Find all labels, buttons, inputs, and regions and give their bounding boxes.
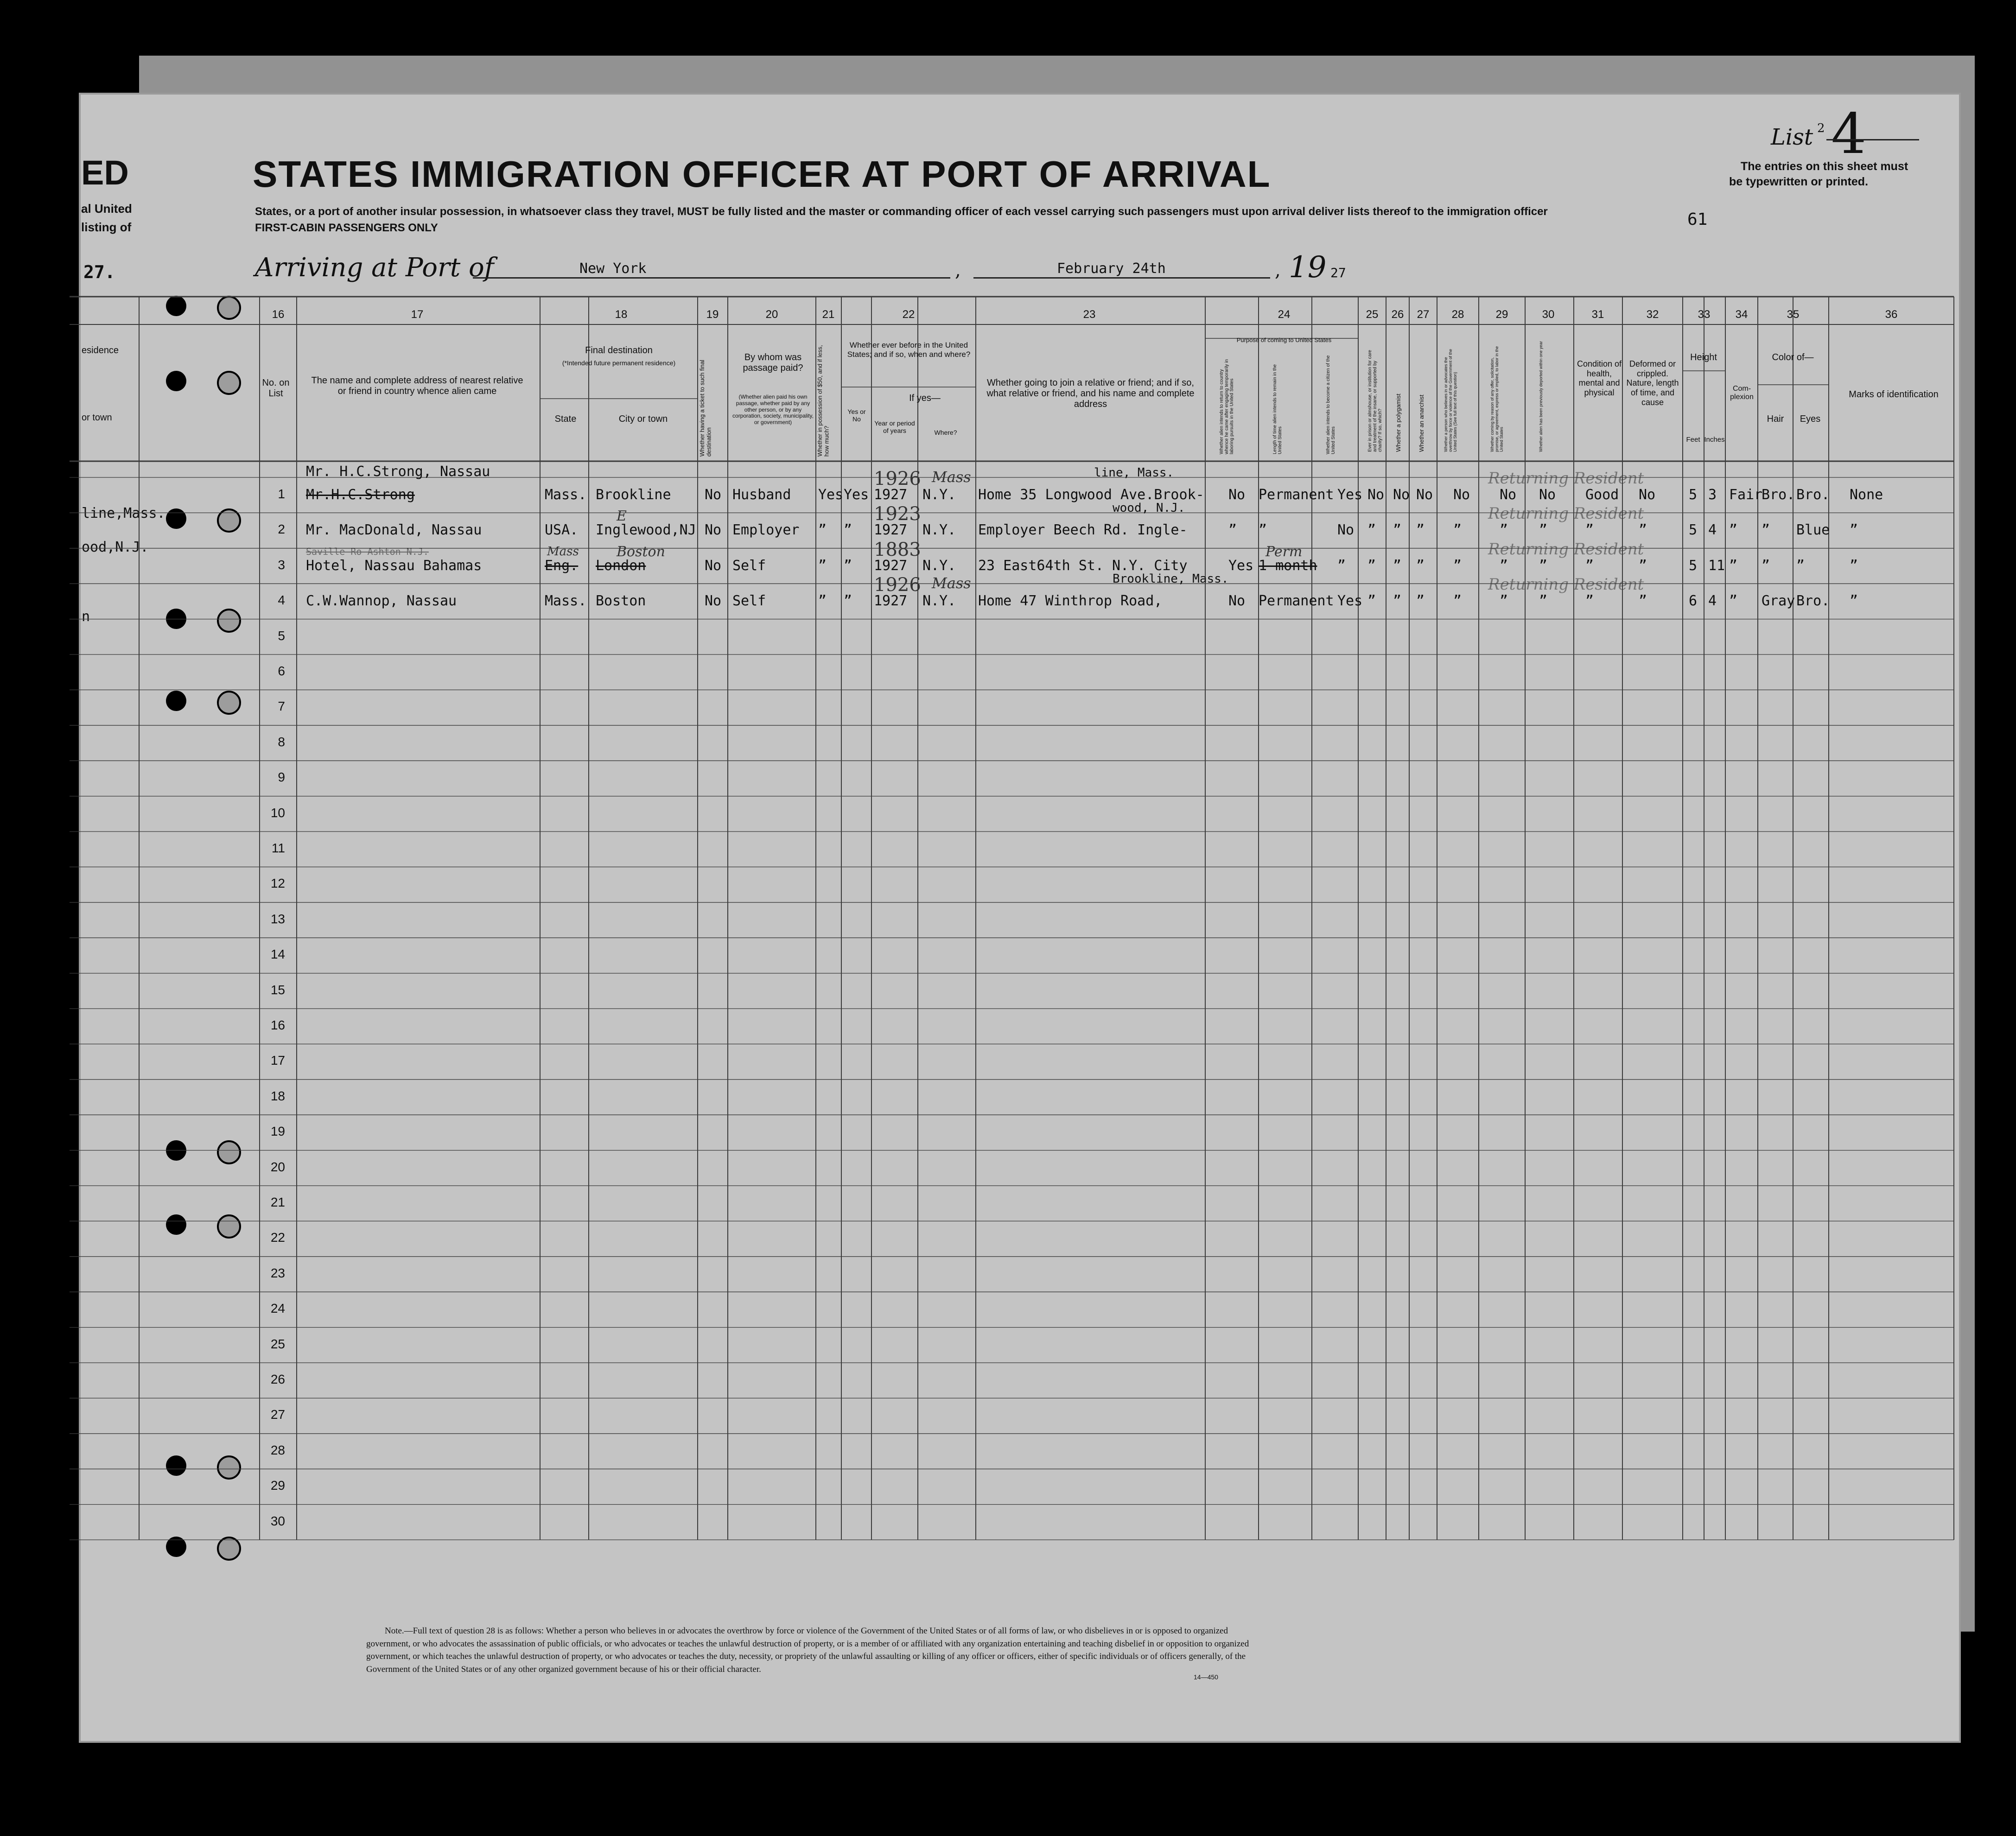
row-number: 1 xyxy=(278,487,285,501)
overthrow-value: ” xyxy=(1453,593,1462,610)
header-contract-labor: Whether coming by reason of any offer, solicitation, promise, or agreement, express or implied, to labor in the United States xyxy=(1490,346,1504,452)
page-title: STATES IMMIGRATION OFFICER AT PORT OF ARRIVAL xyxy=(253,153,1271,195)
row-number: 7 xyxy=(278,699,285,714)
row-number: 21 xyxy=(270,1195,285,1209)
length-of-stay-value: 1 month xyxy=(1259,557,1317,574)
header-overthrow: Whether a person who believes in or advocates the overthrow by force or violence of the Government of the United States (See full text of this question) xyxy=(1444,349,1457,452)
height-inches-value: 3 xyxy=(1708,487,1717,503)
year-handwritten: 1926 xyxy=(874,468,921,489)
paid-by-value: Employer xyxy=(732,522,800,539)
arriving-label: Arriving at Port of xyxy=(255,253,494,283)
prison-value: No xyxy=(1367,487,1385,503)
length-of-stay-value: Permanent xyxy=(1259,487,1334,503)
length-of-stay-value: Permanent xyxy=(1259,593,1334,610)
handwritten-note: Returning Resident xyxy=(1488,504,1644,523)
marks-value: None xyxy=(1850,487,1883,503)
destination-city: Brookline xyxy=(596,487,671,503)
destination-city-handwritten: E xyxy=(617,508,627,525)
header-health: Condition of health, mental and physical xyxy=(1577,359,1622,398)
left-row1: line,Mass. xyxy=(82,505,165,521)
prison-value: ” xyxy=(1367,557,1376,574)
footer-note: Note.—Full text of question 28 is as follows: Whether a person who believes in or advocates the overthrow by force or violence of the Government of the United States or of all forms of law, or who disbelieves in or is opposed to organized government, or who advocates the assassination of public officials, or who advocates or teaches the unlawful destruction of property, or is a member of or affiliated with any organization entertaining and teaching disbelief in or opposition to organized government, or which teaches the unlawful destruction of property, or who advocates or teaches the duty, necessity, or propriety of the unlawful assaulting or killing of any officer or officers, either of specific individuals or of officers generally, of the Government of the United States or of any other organized government because of his or their official character. xyxy=(366,1626,1249,1674)
form-number: 14—450 xyxy=(1194,1673,1218,1681)
row-number: 25 xyxy=(270,1336,285,1351)
column-number: 23 xyxy=(1083,308,1096,321)
column-number: 20 xyxy=(765,308,778,321)
header-height: Height xyxy=(1690,352,1717,362)
header-yes-no: Yes or No xyxy=(847,408,866,423)
destination-state: Eng. xyxy=(545,557,579,574)
row-number: 17 xyxy=(270,1053,285,1068)
join-address: Employer Beech Rd. Ingle- xyxy=(978,522,1188,539)
list-label: List xyxy=(1771,124,1813,150)
relative-struck-text: Mr.H.C.Strong xyxy=(306,487,415,503)
height-inches-value: 11 xyxy=(1708,557,1725,574)
year-value: 1927 xyxy=(874,487,908,503)
row-number: 2 xyxy=(278,522,285,537)
row-number: 30 xyxy=(270,1513,285,1528)
deformed-value: ” xyxy=(1639,522,1647,539)
row-number: 24 xyxy=(270,1301,285,1316)
fifty-dollars-value: ” xyxy=(818,557,827,574)
join-address: 23 East64th St. N.Y. City xyxy=(978,557,1188,574)
fifty-dollars-value: ” xyxy=(818,593,827,610)
prison-value: ” xyxy=(1367,522,1376,539)
height-feet-value: 5 xyxy=(1689,522,1698,539)
left-town-header: or town xyxy=(82,413,112,423)
destination-city: London xyxy=(596,557,646,574)
row-number: 28 xyxy=(270,1442,285,1457)
health-value: ” xyxy=(1585,593,1594,610)
column-number: 24 xyxy=(1278,308,1291,321)
row-number: 6 xyxy=(278,664,285,678)
destination-state-handwritten: Mass xyxy=(547,544,579,559)
polygamist-value: ” xyxy=(1393,593,1402,610)
column-number: 30 xyxy=(1542,308,1555,321)
eye-color-value: Bro. xyxy=(1796,593,1830,610)
citizen-intent-value: Yes xyxy=(1337,593,1363,610)
anarchist-value: No xyxy=(1416,487,1433,503)
row-number: 22 xyxy=(270,1230,285,1245)
header-city: City or town xyxy=(618,414,668,424)
column-number: 19 xyxy=(706,308,719,321)
deported-value: ” xyxy=(1539,593,1548,610)
header-anarchist: Whether an anarchist xyxy=(1418,394,1425,452)
date-value: February 24th xyxy=(1057,260,1166,277)
header-final-destination: Final destination xyxy=(585,345,653,356)
before-in-us-value: ” xyxy=(844,593,852,610)
height-feet-value: 5 xyxy=(1689,557,1698,574)
header-complexion: Com- plexion xyxy=(1730,385,1754,401)
left-residence-header: esidence xyxy=(82,345,119,356)
year-value: 1927 xyxy=(874,593,908,610)
before-in-us-value: ” xyxy=(844,557,852,574)
row-number: 5 xyxy=(278,628,285,643)
relative-struck-text: Saville Ro Ashton N.J. xyxy=(306,546,429,557)
row-number: 4 xyxy=(278,593,285,608)
header-prison: Ever in prison or almshouse, or institution for care and treatment of the insane, or supported by charity? If so, which? xyxy=(1367,349,1383,452)
citizen-intent-value: Yes xyxy=(1337,487,1363,503)
row-number: 16 xyxy=(270,1018,285,1032)
row-number: 19 xyxy=(270,1124,285,1139)
year-handwritten: 1926 xyxy=(874,574,921,596)
where-value: N.Y. xyxy=(922,593,956,610)
join-address: Home 47 Winthrop Road, xyxy=(978,593,1163,610)
header-final-destination-sub: (*Intended future permanent residence) xyxy=(562,359,676,367)
destination-state: USA. xyxy=(545,522,579,539)
header-color-of: Color of— xyxy=(1772,352,1814,362)
complexion-value: ” xyxy=(1729,593,1738,610)
paid-by-value: Husband xyxy=(732,487,791,503)
row-number: 8 xyxy=(278,734,285,749)
header-before-in-us: Whether ever before in the United States; and if so, when and where? xyxy=(847,341,971,359)
header-polygamist: Whether a polygamist xyxy=(1395,394,1402,452)
header-relative: The name and complete address of nearest relative or friend in country whence alien came xyxy=(311,375,523,396)
sheet-number: 61 xyxy=(1687,210,1708,229)
overthrow-value: No xyxy=(1453,487,1470,503)
polygamist-value: ” xyxy=(1393,557,1402,574)
year-handwritten: 1883 xyxy=(874,539,921,560)
header-year-period: Year or period of years xyxy=(874,419,915,435)
column-number: 27 xyxy=(1417,308,1430,321)
header-length-of-stay: Length of time alien intends to remain in the United States xyxy=(1272,364,1283,454)
row-number: 27 xyxy=(270,1407,285,1422)
year-value: 1927 xyxy=(874,557,908,574)
row-number: 9 xyxy=(278,770,285,785)
join-address: Home 35 Longwood Ave.Brook- xyxy=(978,487,1204,503)
left-fragment-line3: listing of xyxy=(81,220,132,234)
column-number: 25 xyxy=(1366,308,1379,321)
anarchist-value: ” xyxy=(1416,593,1425,610)
header-deported: Whether alien has been previously deported within one year xyxy=(1539,341,1543,452)
destination-city-handwritten: Boston xyxy=(617,543,665,560)
relative-name: Hotel, Nassau Bahamas xyxy=(306,557,482,574)
hair-color-value: ” xyxy=(1762,522,1770,539)
header-ticket: Whether having a ticket to such final destination xyxy=(699,360,712,457)
left-row4: n xyxy=(82,609,90,625)
destination-state: Mass. xyxy=(545,593,587,610)
health-value: ” xyxy=(1585,557,1594,574)
column-number: 17 xyxy=(411,308,424,321)
instruction-text: States, or a port of another insular possession, in whatsoever class they travel, MUST be fully listed and the master or commanding officer of each vessel carrying such passengers must upon arrival deliver lists thereof to the immigration officer xyxy=(255,205,1548,218)
row-number: 26 xyxy=(270,1372,285,1386)
health-value: ” xyxy=(1585,522,1594,539)
complexion-value: ” xyxy=(1729,522,1738,539)
deformed-value: No xyxy=(1639,487,1656,503)
health-value: Good xyxy=(1585,487,1619,503)
left-fragment-line4: 27. xyxy=(83,262,115,282)
relative-name-top: Mr. H.C.Strong, Nassau xyxy=(306,464,490,480)
anarchist-value: ” xyxy=(1416,557,1425,574)
header-hair: Hair xyxy=(1767,414,1784,424)
row-number: 15 xyxy=(270,982,285,997)
row-number: 18 xyxy=(270,1088,285,1103)
year-value: 1927 xyxy=(874,522,908,539)
eye-color-value: Blue xyxy=(1796,522,1830,539)
header-paid-by: By whom was passage paid? xyxy=(743,352,803,373)
row-number: 14 xyxy=(270,947,285,962)
port-value: New York xyxy=(579,260,647,277)
citizen-intent-value: No xyxy=(1337,522,1355,539)
citizen-intent-value: ” xyxy=(1337,557,1346,574)
where-value: N.Y. xyxy=(922,557,956,574)
where-handwritten: Mass xyxy=(932,574,971,592)
prison-value: ” xyxy=(1367,593,1376,610)
header-deformed: Deformed or crippled. Nature, length of time, and cause xyxy=(1626,359,1679,407)
typewritten-note-2: be typewritten or printed. xyxy=(1729,175,1869,188)
row-number: 12 xyxy=(270,876,285,891)
row-number: 13 xyxy=(270,911,285,926)
ticket-value: No xyxy=(705,557,722,574)
header-state: State xyxy=(554,414,577,424)
left-title-fragment: ED xyxy=(81,153,129,192)
complexion-value: ” xyxy=(1729,557,1738,574)
return-intent-value: No xyxy=(1228,593,1246,610)
length-handwritten: Perm xyxy=(1266,543,1303,560)
list-number: 4 xyxy=(1831,102,1867,166)
before-in-us-value: Yes xyxy=(844,487,869,503)
column-number: 36 xyxy=(1885,308,1898,321)
column-number: 35 xyxy=(1787,308,1800,321)
column-number: 29 xyxy=(1495,308,1508,321)
contract-labor-value: No xyxy=(1500,487,1517,503)
deported-value: No xyxy=(1539,487,1556,503)
year-suffix: 27 xyxy=(1330,265,1346,280)
column-number: 18 xyxy=(615,308,628,321)
hair-color-value: ” xyxy=(1762,557,1770,574)
header-join-relative: Whether going to join a relative or friend; and if so, what relative or friend, and his name and complete address xyxy=(986,378,1195,409)
ticket-value: No xyxy=(705,487,722,503)
join-address-top: wood, N.J. xyxy=(1113,501,1185,515)
where-value: N.Y. xyxy=(922,522,956,539)
deformed-value: ” xyxy=(1639,557,1647,574)
list-sup: 2 xyxy=(1817,121,1825,135)
length-of-stay-value: ” xyxy=(1259,522,1267,539)
row-number: 20 xyxy=(270,1159,285,1174)
complexion-value: Fair xyxy=(1729,487,1763,503)
marks-value: ” xyxy=(1850,522,1858,539)
relative-name: C.W.Wannop, Nassau xyxy=(306,593,457,610)
header-return-intent: Whether alien intends to return to country whence he came after engaging temporarily in laboring pursuits in the United States xyxy=(1219,359,1234,454)
overthrow-value: ” xyxy=(1453,557,1462,574)
handwritten-note: Returning Resident xyxy=(1488,469,1644,488)
comma-separator: , xyxy=(955,260,961,281)
header-feet: Feet xyxy=(1686,436,1700,444)
header-if-yes: If yes— xyxy=(909,393,941,403)
destination-state: Mass. xyxy=(545,487,587,503)
row-number: 11 xyxy=(271,841,285,855)
eye-color-value: ” xyxy=(1796,557,1805,574)
row-number: 23 xyxy=(270,1265,285,1280)
column-number: 28 xyxy=(1451,308,1464,321)
anarchist-value: ” xyxy=(1416,522,1425,539)
return-intent-value: Yes xyxy=(1228,557,1254,574)
paid-by-value: Self xyxy=(732,593,766,610)
paid-by-value: Self xyxy=(732,557,766,574)
join-address-top: line, Mass. xyxy=(1094,466,1174,480)
row-number: 29 xyxy=(270,1478,285,1493)
row-number: 10 xyxy=(270,805,285,820)
polygamist-value: No xyxy=(1393,487,1410,503)
column-number: 32 xyxy=(1646,308,1659,321)
year-handwritten: 1923 xyxy=(874,503,921,525)
height-feet-value: 5 xyxy=(1689,487,1698,503)
deported-value: ” xyxy=(1539,557,1548,574)
contract-labor-value: ” xyxy=(1500,557,1508,574)
handwritten-note: Returning Resident xyxy=(1488,540,1644,559)
overthrow-value: ” xyxy=(1453,522,1462,539)
hair-color-value: Gray xyxy=(1762,593,1795,610)
header-eyes: Eyes xyxy=(1800,414,1821,424)
header-citizen-intent: Whether alien intends to become a citizen of the United States xyxy=(1326,355,1336,454)
marks-value: ” xyxy=(1850,557,1858,574)
header-marks: Marks of identification xyxy=(1849,389,1939,400)
join-address-top: Brookline, Mass. xyxy=(1113,572,1229,586)
height-inches-value: 4 xyxy=(1708,593,1717,610)
header-paid-by-sub: (Whether alien paid his own passage, whether paid by any other person, or by any corporation, society, municipality, or government) xyxy=(732,394,814,426)
hair-color-value: Bro. xyxy=(1762,487,1795,503)
handwritten-note: Returning Resident xyxy=(1488,575,1644,594)
height-feet-value: 6 xyxy=(1689,593,1698,610)
fifty-dollars-value: Yes xyxy=(818,487,844,503)
eye-color-value: Bro. xyxy=(1796,487,1830,503)
ticket-value: No xyxy=(705,593,722,610)
deported-value: ” xyxy=(1539,522,1548,539)
where-handwritten: Mass xyxy=(932,468,971,486)
column-number: 31 xyxy=(1591,308,1604,321)
column-number: 21 xyxy=(822,308,835,321)
column-number: 33 xyxy=(1698,308,1711,321)
typewritten-note-1: The entries on this sheet must xyxy=(1741,160,1908,173)
header-purpose: Purpose of coming to United States xyxy=(1236,337,1332,343)
contract-labor-value: ” xyxy=(1500,522,1508,539)
before-in-us-value: ” xyxy=(844,522,852,539)
column-number: 26 xyxy=(1391,308,1404,321)
header-inches: Inches xyxy=(1704,436,1725,444)
height-inches-value: 4 xyxy=(1708,522,1717,539)
where-value: N.Y. xyxy=(922,487,956,503)
deformed-value: ” xyxy=(1639,593,1647,610)
header-where: Where? xyxy=(934,429,957,436)
column-number: 22 xyxy=(902,308,915,321)
marks-value: ” xyxy=(1850,593,1858,610)
contract-labor-value: ” xyxy=(1500,593,1508,610)
left-row2: ood,N.J. xyxy=(82,539,149,555)
header-fifty-dollars: Whether in possession of $50, and if less, how much? xyxy=(816,345,830,457)
destination-city: Inglewood,NJ xyxy=(596,522,696,539)
column-number: 16 xyxy=(272,308,285,321)
relative-name: Mr. MacDonald, Nassau xyxy=(306,522,482,539)
class-note: FIRST-CABIN PASSENGERS ONLY xyxy=(255,222,438,234)
ticket-value: No xyxy=(705,522,722,539)
header-no-on-list: No. on List xyxy=(262,378,290,399)
year-prefix: 19 xyxy=(1289,250,1327,285)
comma-separator-2: , xyxy=(1275,260,1281,281)
polygamist-value: ” xyxy=(1393,522,1402,539)
fifty-dollars-value: ” xyxy=(818,522,827,539)
left-fragment-line2: al United xyxy=(81,202,132,216)
return-intent-value: ” xyxy=(1228,522,1237,539)
return-intent-value: No xyxy=(1228,487,1246,503)
row-number: 3 xyxy=(278,557,285,572)
destination-city: Boston xyxy=(596,593,646,610)
column-number: 34 xyxy=(1735,308,1748,321)
